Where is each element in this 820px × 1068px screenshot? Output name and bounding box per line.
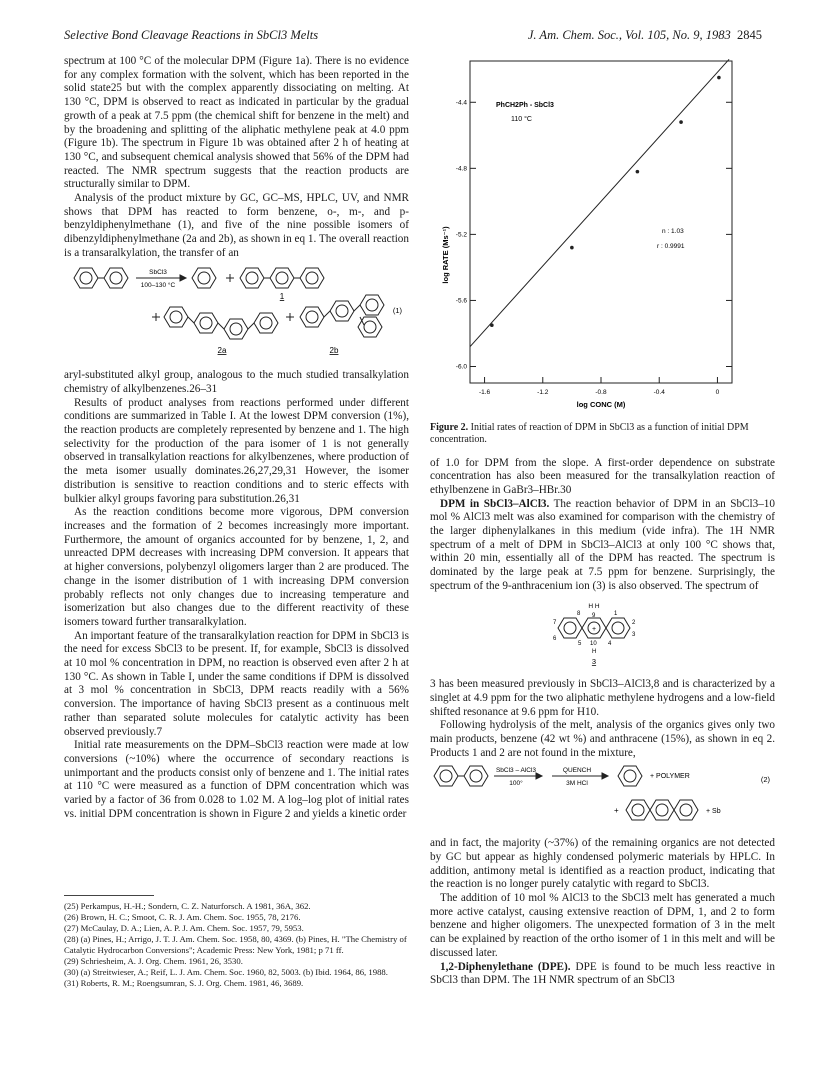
temp-label: 100° bbox=[509, 780, 523, 788]
anthracenium-ion-drawing bbox=[430, 598, 775, 668]
paragraph: The addition of 10 mol % AlCl3 to the SbCl3 melt has generated a much more active catalyst, causing extensive reaction of DPM, 1, and 2 to form benzene and higher oligomers. The unexpected formation of 3 in the melt can be explained by reaction of the ortho isomer of 1 in this melt and will be discussed later. bbox=[430, 891, 775, 959]
paragraph: and in fact, the majority (~37%) of the remaining organics are not detected by GC but appear as highly condensed polymeric materials by HPLC. In addition, antimony metal is identified as a reaction product, indicating that the reaction is no longer purely catalytic with regard to SbCl3. bbox=[430, 837, 775, 891]
position-1: 1 bbox=[614, 610, 618, 617]
position-2: 2 bbox=[632, 619, 636, 626]
data-point bbox=[679, 120, 683, 124]
antimony-label: + Sb bbox=[706, 808, 721, 816]
x-tick-label: -0.4 bbox=[653, 389, 665, 396]
x-tick-label: -0.8 bbox=[595, 389, 607, 396]
plot-annotation-r: r : 0.9991 bbox=[657, 243, 685, 250]
paragraph: of 1.0 for DPM from the slope. A first-order dependence on substrate concentration has also been measured for the transalkylation reaction of ethylbenzene in GaBr3–HBr.30 bbox=[430, 456, 775, 496]
svg-text:+: + bbox=[591, 625, 597, 633]
position-5: 5 bbox=[578, 640, 582, 647]
paragraph: aryl-substituted alkyl group, analogous to the much studied transalkylation chemistry of alkylbenzenes.26–31 bbox=[64, 369, 409, 395]
x-axis-label: log CONC (M) bbox=[576, 400, 626, 409]
y-tick-label: -4.4 bbox=[455, 99, 467, 107]
page-number: 2845 bbox=[737, 28, 762, 42]
position-3: 3 bbox=[632, 631, 636, 638]
x-tick-label: -1.2 bbox=[537, 389, 549, 396]
plot-annotation-temp: 110 °C bbox=[511, 116, 532, 123]
benzene-ring bbox=[192, 268, 216, 288]
running-head-journal bbox=[528, 28, 762, 43]
x-tick-label: 0 bbox=[715, 389, 720, 396]
scheme-1-structures bbox=[64, 265, 409, 359]
data-point bbox=[570, 246, 574, 250]
data-point bbox=[717, 76, 721, 80]
reference-item: (28) (a) Pines, H.; Arrigo, J. T. J. Am. Chem. Soc. 1958, 80, 4369. (b) Pines, H. "The Chemistry of Catalytic Hydrocarbon Conversions"; Academic Press: New York, 1981; p 71 ff. bbox=[64, 934, 407, 955]
paragraph: Analysis of the product mixture by GC, GC–MS, HPLC, UV, and NMR shows that DPM has reacted to form benzene, o-, m-, and p-benzyldiphenylmethane (1), and five of the nine possible isomers of dibenzyldiphenylmethane (2a and 2b), as shown in eq 1. The overall reaction is a transaralkylation, the transfer of an bbox=[64, 192, 409, 259]
reagent-label: SbCl3 bbox=[149, 268, 167, 276]
figure-caption bbox=[430, 422, 775, 447]
paragraph: As the reaction conditions become more vigorous, DPM conversion increases and the formation of 2 becomes increasingly more important. Furthermore, the amount of organics accounted for by benzene, 1, 2, and unreacted DPM decreases with increasing DPM conversion. It appears that at higher conversions, polybenzyl oligomers larger than 2 are produced. The change in the isomer distribution of 1 with increasing DPM conversion probably reflects not only changes due to increasing temperature and isomerization but also changes due to the different reactivity of these isomers toward further transaralkylation. bbox=[64, 506, 409, 628]
compound-label-2a: 2a bbox=[217, 345, 227, 355]
paragraph: Following hydrolysis of the melt, analysis of the organics gives only two main products, benzene (42 wt %) and anthracene (15%), as shown in eq 2. Products 1 and 2 are not found in the mixture, bbox=[430, 719, 775, 759]
figure-label: Figure 2. bbox=[430, 421, 469, 433]
y-tick-label: -4.8 bbox=[455, 165, 467, 173]
paragraph-text: DPE is found to be much less reactive in SbCl3 than DPM. The 1H NMR spectrum of an SbCl3 bbox=[430, 960, 775, 987]
y-axis-label: log RATE (Ms⁻¹) bbox=[441, 226, 450, 284]
paragraph: Initial rate measurements on the DPM–SbCl3 reaction were made at low conversions (~10%) where the occurrence of secondary reactions is unimportant and the products consist only of benzene and 1. The initial rates at 110 °C were measured as a function of DPM concentration which was varied by a factor of 36 from 0.028 to 1.02 M. A log–log plot of initial rates vs. initial DPM concentration is shown in Figure 2 and yields a kinetic order bbox=[64, 739, 409, 820]
reference-item: (26) Brown, H. C.; Smoot, C. R. J. Am. Chem. Soc. 1955, 78, 2176. bbox=[64, 912, 301, 922]
paragraph: An important feature of the transaralkylation reaction for DPM in SbCl3 is the need for excess SbCl3 to be present. If, for example, SbCl3 is dissolved at 10 mol % concentration in DPM, no reaction is observed even after 2 h at 130 °C. As shown in Table I, under the same conditions if DPM is dissolved at 3 mol % concentration in SbCl3, DPM reacts readily with a 56% conversion. The importance of having SbCl3 present as a continuous melt rather than separated solute molecules for catalytic activity has been observed previously.7 bbox=[64, 629, 409, 738]
quench-label: QUENCH bbox=[562, 767, 592, 775]
label-h10: H bbox=[592, 648, 597, 655]
paragraph: 3 has been measured previously in SbCl3–AlCl3,8 and is characterized by a singlet at 4.9 ppm for the two aliphatic methylene hydrogens and a low-field shifted resonance at 9.6 ppm for H10. bbox=[430, 678, 775, 718]
benzene-ring bbox=[104, 268, 128, 288]
position-4: 4 bbox=[608, 640, 612, 647]
paragraph: spectrum at 100 °C of the molecular DPM (Figure 1a). There is no evidence for any complex formation with the solvent, which has been reported in the solid state25 but with the complex apparently dissociating on melting. At 130 °C, DPM is observed to react as indicated in particular by the gradual growth of a peak at 7.5 ppm (the chemical shift for benzene in the melt) and by the broadening and splitting of the aliphatic methylene peak at 4.0 ppm (Figure 1b). The spectrum in Figure 1b was obtained after 2 h of heating at 130 °C, and subsequent chemical analysis showed that 56% of the DPM had reacted. The NMR spectrum suggests that the reaction products are structurally similar to DPM. bbox=[64, 55, 409, 191]
reaction-scheme-2 bbox=[430, 764, 775, 831]
section-head: DPM in SbCl3–AlCl3. bbox=[440, 497, 550, 510]
polymer-label: + POLYMER bbox=[650, 773, 690, 781]
footnote-rule bbox=[64, 895, 154, 896]
compound-label-3: 3 bbox=[591, 656, 597, 666]
running-head-title: Selective Bond Cleavage Reactions in SbCl3 Melts bbox=[64, 28, 319, 42]
svg-text:+: + bbox=[614, 806, 619, 816]
conditions-label: 100–130 °C bbox=[140, 281, 176, 289]
reference-item: (29) Schriesheim, A. J. Org. Chem. 1961, 26, 3530. bbox=[64, 956, 243, 966]
right-column bbox=[430, 55, 775, 988]
compound-label-2b: 2b bbox=[329, 345, 339, 355]
reagent-label: SbCl3 – AlCl3 bbox=[495, 767, 537, 775]
journal-citation: J. Am. Chem. Soc., Vol. 105, No. 9, 1983 bbox=[527, 28, 731, 42]
data-point bbox=[636, 170, 640, 174]
y-tick-label: -6.0 bbox=[455, 363, 467, 371]
x-tick-label: -1.6 bbox=[478, 389, 491, 396]
equation-number: (2) bbox=[760, 775, 770, 785]
reference-item: (25) Perkampus, H.-H.; Sondern, C. Z. Naturforsch. A 1981, 36A, 362. bbox=[64, 901, 311, 911]
scheme-2-structures bbox=[430, 764, 775, 826]
reference-item: (27) McCaulay, D. A.; Lien, A. P. J. Am. Chem. Soc. 1957, 79, 5953. bbox=[64, 923, 304, 933]
figure-2 bbox=[430, 55, 775, 447]
position-7: 7 bbox=[553, 619, 557, 626]
paragraph bbox=[430, 961, 775, 988]
position-8: 8 bbox=[577, 610, 581, 617]
reference-item: (30) (a) Streitwieser, A.; Reif, L. J. Am. Chem. Soc. 1960, 82, 5003. (b) Ibid. 1964, 86, 1988. bbox=[64, 967, 388, 977]
label-hh: H H bbox=[588, 602, 600, 610]
paragraph: Results of product analyses from reactions performed under different conditions are summarized in Table I. At the lowest DPM conversion (1%), the reaction products are completely represented by benzene and 1. The high selectivity for the production of the para isomer of 1 is not generally observed in transalkylation reactions for alkylbenzenes, where production of the meta isomer usually dominates.26,27,29,31 However, the isomer distribution is sensitive to reaction conditions and to steric effects with bulkier alkyl groups favoring para substitution.26,31 bbox=[64, 396, 409, 505]
y-tick-label: -5.6 bbox=[455, 297, 467, 305]
references bbox=[64, 895, 409, 989]
y-tick-label: -5.2 bbox=[455, 231, 467, 239]
position-9: 9 bbox=[592, 612, 596, 619]
compound-3-structure bbox=[430, 598, 775, 673]
benzene-ring bbox=[74, 268, 98, 288]
reference-item: (31) Roberts, R. M.; Roengsumran, S. J. Org. Chem. 1981, 46, 3689. bbox=[64, 978, 304, 988]
position-6: 6 bbox=[553, 635, 557, 642]
plot-frame bbox=[470, 61, 732, 383]
equation-number: (1) bbox=[392, 305, 402, 315]
section-head: 1,2-Diphenylethane (DPE). bbox=[440, 960, 571, 973]
plot-annotation-title: PhCH2Ph - SbCl3 bbox=[496, 102, 554, 109]
figure-caption-text: Initial rates of reaction of DPM in SbCl3 as a function of initial DPM concentration. bbox=[430, 421, 749, 446]
figure-2-chart bbox=[430, 55, 775, 411]
compound-label-1: 1 bbox=[279, 291, 285, 301]
plot-annotation-slope: n : 1.03 bbox=[662, 228, 684, 235]
data-point bbox=[490, 323, 494, 327]
acid-label: 3M HCl bbox=[566, 780, 588, 788]
paragraph-text: The reaction behavior of DPM in an SbCl3–10 mol % AlCl3 melt was also examined for comparison with the chemistry of the larger diphenylalkanes in this medium (vide infra). The 1H NMR spectrum of a melt of DPM in SbCl3–AlCl3 at only 100 °C shows that, within 20 min, essentially all of the DPM has reacted. The spectrum is dominated by the large peak at 7.5 ppm for benzene. Surprisingly, the spectrum of the 9-anthracenium ion (3) is also observed. The spectrum of bbox=[430, 497, 775, 592]
paragraph bbox=[430, 498, 775, 594]
reaction-scheme-1 bbox=[64, 265, 409, 364]
left-column bbox=[64, 55, 409, 821]
position-10: 10 bbox=[590, 640, 597, 647]
